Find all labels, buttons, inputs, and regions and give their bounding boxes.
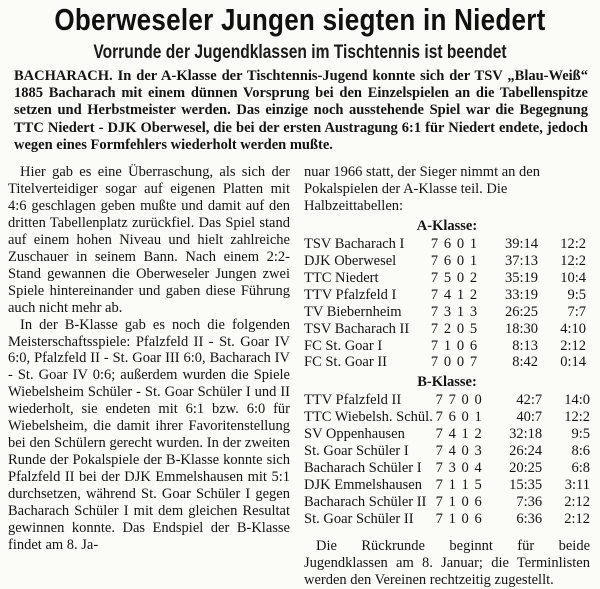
table-row: [304, 392, 590, 409]
table-row: [304, 354, 586, 371]
team-name: TTC Wiebelsh. Schül.: [304, 409, 433, 426]
points: 2:12: [560, 337, 586, 354]
team-name: TTV Pfalzfeld I: [304, 286, 397, 303]
points: 12:2: [560, 235, 586, 252]
losses: 1: [474, 409, 482, 426]
lead-paragraph: BACHARACH. In der A-Klasse der Tischtennis-Jugend konnte sich der TSV „Blau-Weiß“ 1885 Bacharach mit einem dünnen Vorsprung bei den Einzelspielen an die Tabellenspitze setzen und Herbstmeister werden. Das einzige noch ausstehende Spiel war die Begegnung TTC Niedert - DJK Oberwesel, die bei der ersten Austragung 6:1 für Niedert endete, jedoch wegen eines Formfehlers wiederholt werden mußte.: [14, 68, 588, 153]
wins: 3: [443, 303, 452, 320]
points: 6:8: [571, 460, 590, 477]
team-name: Bacharach Schüler I: [304, 460, 422, 477]
draws: 1: [461, 477, 469, 494]
game-score: 7:36: [516, 494, 543, 511]
games-played: 7: [430, 269, 439, 286]
table-row: [304, 443, 590, 460]
game-score: 42:7: [516, 392, 543, 409]
game-score: 18:30: [504, 320, 538, 337]
table-row: [304, 511, 590, 528]
table-row: [304, 477, 590, 494]
table-row: [304, 270, 586, 287]
game-score: 39:14: [504, 235, 538, 252]
column-left: [8, 164, 290, 554]
points: 12:2: [560, 252, 586, 269]
losses: 7: [469, 354, 478, 371]
draws: 0: [456, 269, 465, 286]
wins: 1: [448, 477, 456, 494]
points: 0:14: [560, 354, 586, 371]
points: 7:7: [567, 303, 586, 320]
table-row: [304, 460, 590, 477]
standings-table-b: [304, 392, 590, 528]
games-played: 7: [430, 303, 439, 320]
games-played: 7: [430, 320, 439, 337]
losses: 0: [474, 392, 482, 409]
losses: 2: [469, 286, 478, 303]
game-score: 8:13: [512, 337, 538, 354]
table-row: [304, 338, 586, 355]
game-score: 37:13: [504, 252, 538, 269]
table-row: [304, 426, 590, 443]
losses: 5: [474, 477, 482, 494]
wins: 1: [448, 494, 456, 511]
wins: 1: [448, 511, 456, 528]
closing-paragraph: Die Rückrunde beginnt für beide Jugendklassen am 8. Januar; die Terminlisten werden den Vereinen rechtzeitig zugestellt.: [304, 538, 590, 588]
game-score: 32:18: [509, 426, 543, 443]
team-name: SV Oppenhausen: [304, 426, 405, 443]
draws: 0: [456, 235, 465, 252]
draws: 0: [461, 443, 469, 460]
table-a-title: A-Klasse:: [416, 217, 478, 234]
headline: Oberweseler Jungen siegten in Niedert: [54, 2, 546, 37]
losses: 1: [469, 252, 478, 269]
games-played: 7: [430, 235, 439, 252]
game-score: 40:7: [516, 409, 543, 426]
losses: 2: [469, 269, 478, 286]
losses: 3: [474, 443, 482, 460]
team-name: FC St. Goar II: [304, 354, 387, 371]
table-row: [304, 287, 586, 304]
standings-table-a: [304, 236, 586, 372]
column-right: [304, 164, 590, 589]
wins: 7: [448, 392, 456, 409]
losses: 6: [469, 337, 478, 354]
losses: 1: [469, 235, 478, 252]
wins: 6: [448, 409, 456, 426]
draws: 1: [456, 286, 465, 303]
body-paragraph: nuar 1966 statt, der Sieger nimmt an den Pokalspielen der A-Klasse teil. Die Halbzeittabellen:: [304, 164, 540, 214]
game-score: 26:24: [509, 443, 543, 460]
draws: 0: [456, 252, 465, 269]
losses: 3: [469, 303, 478, 320]
draws: 0: [461, 460, 469, 477]
team-name: St. Goar Schüler II: [304, 511, 414, 528]
team-name: TTV Pfalzfeld II: [304, 392, 402, 409]
losses: 5: [469, 320, 478, 337]
points: 10:4: [560, 269, 586, 286]
draws: 0: [456, 354, 465, 371]
points: 4:10: [560, 320, 586, 337]
draws: 1: [456, 303, 465, 320]
games-played: 7: [435, 426, 443, 443]
draws: 0: [461, 392, 469, 409]
draws: 0: [456, 337, 465, 354]
game-score: 20:25: [509, 460, 543, 477]
wins: 4: [443, 286, 452, 303]
games-played: 7: [435, 477, 443, 494]
games-played: 7: [430, 337, 439, 354]
team-name: TSV Bacharach II: [304, 320, 410, 337]
games-played: 7: [435, 511, 443, 528]
table-row: [304, 494, 590, 511]
losses: 6: [474, 511, 482, 528]
team-name: TSV Bacharach I: [304, 235, 405, 252]
team-name: Bacharach Schüler II: [304, 494, 427, 511]
losses: 2: [474, 426, 482, 443]
games-played: 7: [430, 252, 439, 269]
points: 2:12: [564, 494, 590, 511]
games-played: 7: [430, 354, 439, 371]
team-name: TV Biebernheim: [304, 303, 402, 320]
games-played: 7: [435, 409, 443, 426]
losses: 6: [474, 494, 482, 511]
body-paragraph: In der B-Klasse gab es noch die folgenden Meisterschaftsspiele: Pfalzfeld II - St. Goar IV 6:0, Pfalzfeld II - St. Goar III 6:0, Bacharach IV - St. Goar IV 0:6; außerdem wurden die Spiele Wiebelsheim Schüler - St. Goar Schüler I und II wiederholt, sie endeten mit 6:1 bzw. 6:0 für Wiebelsheim, die damit ihrer Favoritenstellung bei den Schülern gerecht wurden. In der zweiten Runde der Pokalspiele der B-Klasse konnte sich Pfalzfeld II bei der DJK Emmelshausen mit 5:1 durchsetzen, während St. Goar Schüler I gegen Bacharach Schüler I mit dem gleichen Resultat gewinnen konnte. Das Endspiel der B-Klasse findet am 8. Ja-: [8, 316, 290, 553]
game-score: 35:19: [504, 269, 538, 286]
points: 3:11: [564, 477, 590, 494]
wins: 6: [443, 252, 452, 269]
wins: 0: [443, 354, 452, 371]
team-name: FC St. Goar I: [304, 337, 383, 354]
points: 12:2: [564, 409, 590, 426]
draws: 1: [461, 426, 469, 443]
game-score: 33:19: [504, 286, 538, 303]
draws: 0: [456, 320, 465, 337]
wins: 4: [448, 426, 456, 443]
table-row: [304, 321, 586, 338]
game-score: 26:25: [504, 303, 538, 320]
table-row: [304, 409, 590, 426]
table-row: [304, 236, 586, 253]
table-b-title: B-Klasse:: [417, 374, 477, 391]
table-row: [304, 253, 586, 270]
game-score: 8:42: [512, 354, 538, 371]
games-played: 7: [435, 443, 443, 460]
draws: 0: [461, 511, 469, 528]
wins: 2: [443, 320, 452, 337]
body-paragraph: Hier gab es eine Überraschung, als sich der Titelverteidiger sogar auf eigenen Platten mit 4:6 geschlagen geben mußte und damit auf den dritten Tabellenplatz zurückfiel. Das Spiel stand auf einem hohen Niveau und hielt zahlreiche Zuschauer in seinem Bann. Nach einem 2:2-Stand gewannen die Oberweseler Jungen zwei Spiele hintereinander und gaben diese Führung auch nicht mehr ab.: [8, 164, 290, 316]
team-name: St. Goar Schüler I: [304, 443, 409, 460]
games-played: 7: [435, 392, 443, 409]
games-played: 7: [435, 460, 443, 477]
team-name: TTC Niedert: [304, 269, 379, 286]
draws: 0: [461, 494, 469, 511]
wins: 1: [443, 337, 452, 354]
draws: 0: [461, 409, 469, 426]
wins: 3: [448, 460, 456, 477]
wins: 5: [443, 269, 452, 286]
team-name: DJK Emmelshausen: [304, 477, 422, 494]
wins: 6: [443, 235, 452, 252]
losses: 4: [474, 460, 482, 477]
wins: 4: [448, 443, 456, 460]
points: 8:6: [571, 443, 590, 460]
table-row: [304, 304, 586, 321]
game-score: 15:35: [509, 477, 543, 494]
points: 2:12: [564, 511, 590, 528]
team-name: DJK Oberwesel: [304, 252, 397, 269]
points: 9:5: [567, 286, 586, 303]
games-played: 7: [435, 494, 443, 511]
games-played: 7: [430, 286, 439, 303]
points: 9:5: [571, 426, 590, 443]
subheadline: Vorrunde der Jugendklassen im Tischtennis ist beendet: [93, 42, 507, 63]
points: 14:0: [564, 392, 590, 409]
game-score: 6:36: [516, 511, 543, 528]
